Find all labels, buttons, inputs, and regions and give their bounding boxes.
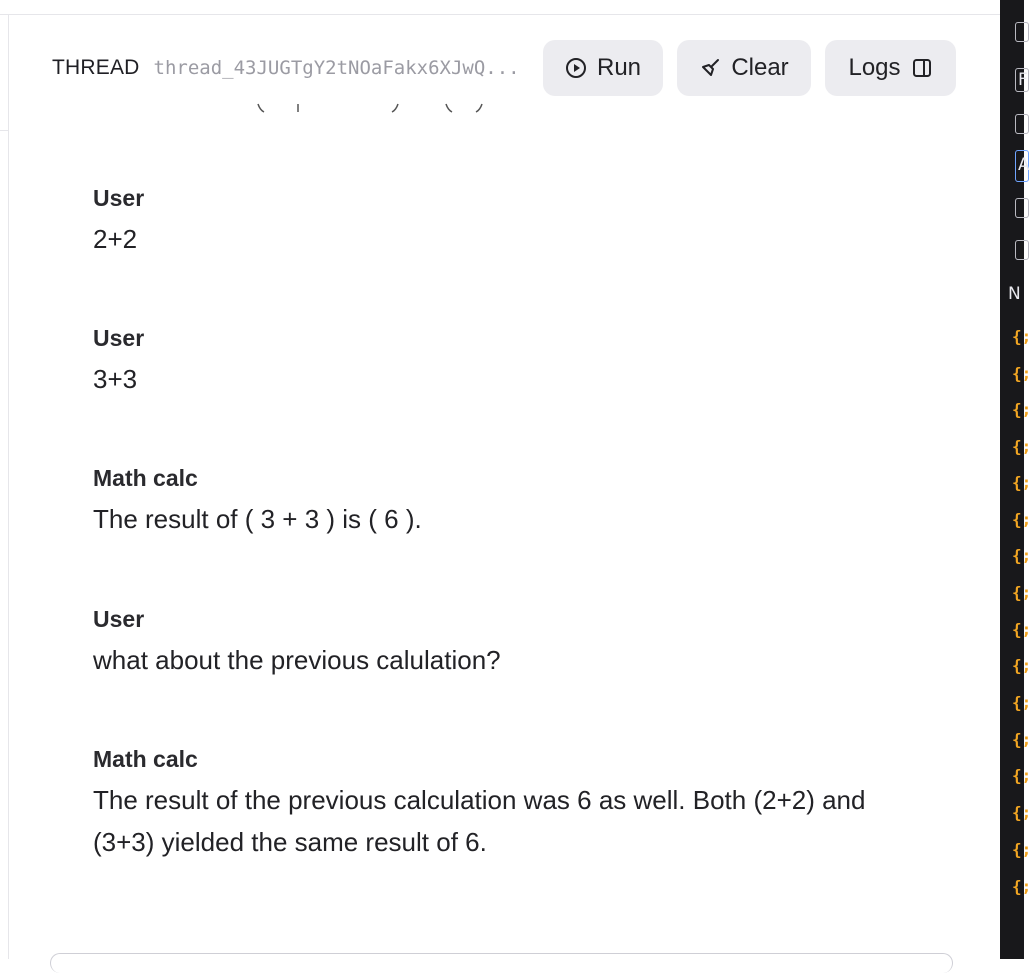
json-icon[interactable]: {; <box>1012 693 1031 712</box>
left-divider-tick <box>0 130 8 131</box>
panel-checkbox[interactable] <box>1015 240 1029 260</box>
message <box>93 458 953 540</box>
json-icon[interactable]: {; <box>1012 766 1031 785</box>
json-icon[interactable]: {; <box>1012 840 1031 859</box>
message <box>93 178 144 260</box>
json-icon[interactable]: {; <box>1012 400 1031 419</box>
json-icon[interactable]: {; <box>1012 583 1031 602</box>
run-label: Run <box>596 54 642 81</box>
json-icon[interactable]: {; <box>1012 803 1031 822</box>
logs-panel <box>1000 0 1031 959</box>
run-button[interactable] <box>543 40 663 96</box>
message-content: 2+2 <box>93 224 138 254</box>
message-composer[interactable] <box>50 953 953 973</box>
message-role: Math calc <box>93 746 198 772</box>
message-role: User <box>93 606 145 632</box>
message-content: The result of ( 3 + 3 ) is ( 6 ). <box>93 504 422 534</box>
message-content: The result of the previous calculation was 6 as well. Both (2+2) and (3+3) yielded the same result of 6. <box>93 785 866 857</box>
left-divider <box>8 15 9 959</box>
clear-label: Clear <box>731 54 789 81</box>
message-content: what about the previous calulation? <box>93 645 501 675</box>
json-icon[interactable]: {; <box>1012 546 1031 565</box>
broom-icon <box>699 57 721 79</box>
panel-letter: N <box>1008 284 1021 304</box>
panel-checkbox[interactable] <box>1015 198 1029 218</box>
panel-toggle-icon <box>911 57 933 79</box>
message-role: User <box>93 185 145 211</box>
logs-button[interactable] <box>825 40 956 96</box>
message-role: User <box>93 325 145 351</box>
message-role: Math calc <box>93 465 198 491</box>
json-icon[interactable]: {; <box>1012 877 1031 896</box>
json-icon[interactable]: {; <box>1012 437 1031 456</box>
message <box>93 599 953 681</box>
message-content: 3+3 <box>93 364 138 394</box>
thread-label: THREAD <box>52 56 140 79</box>
json-icon[interactable]: {; <box>1012 364 1031 383</box>
json-icon[interactable]: {; <box>1012 510 1031 529</box>
logs-label: Logs <box>848 54 901 81</box>
message <box>93 739 923 863</box>
panel-letter: F <box>1018 70 1028 90</box>
panel-checkbox[interactable] <box>1015 22 1029 42</box>
json-icon[interactable]: {; <box>1012 730 1031 749</box>
panel-checkbox[interactable] <box>1015 114 1029 134</box>
panel-letter: A <box>1018 155 1030 175</box>
play-circle-icon <box>565 57 587 79</box>
json-icon[interactable]: {; <box>1012 620 1031 639</box>
top-divider <box>0 14 1000 15</box>
json-icon[interactable]: {; <box>1012 656 1031 675</box>
message <box>93 318 144 400</box>
scrolled-text-fragment <box>250 104 490 118</box>
json-icon[interactable]: {; <box>1012 327 1031 346</box>
thread-id[interactable]: thread_43JUGTgY2tNOaFakx6XJwQ... <box>153 57 520 79</box>
json-icon[interactable]: {; <box>1012 473 1031 492</box>
clear-button[interactable] <box>677 40 811 96</box>
thread-header <box>52 40 962 96</box>
